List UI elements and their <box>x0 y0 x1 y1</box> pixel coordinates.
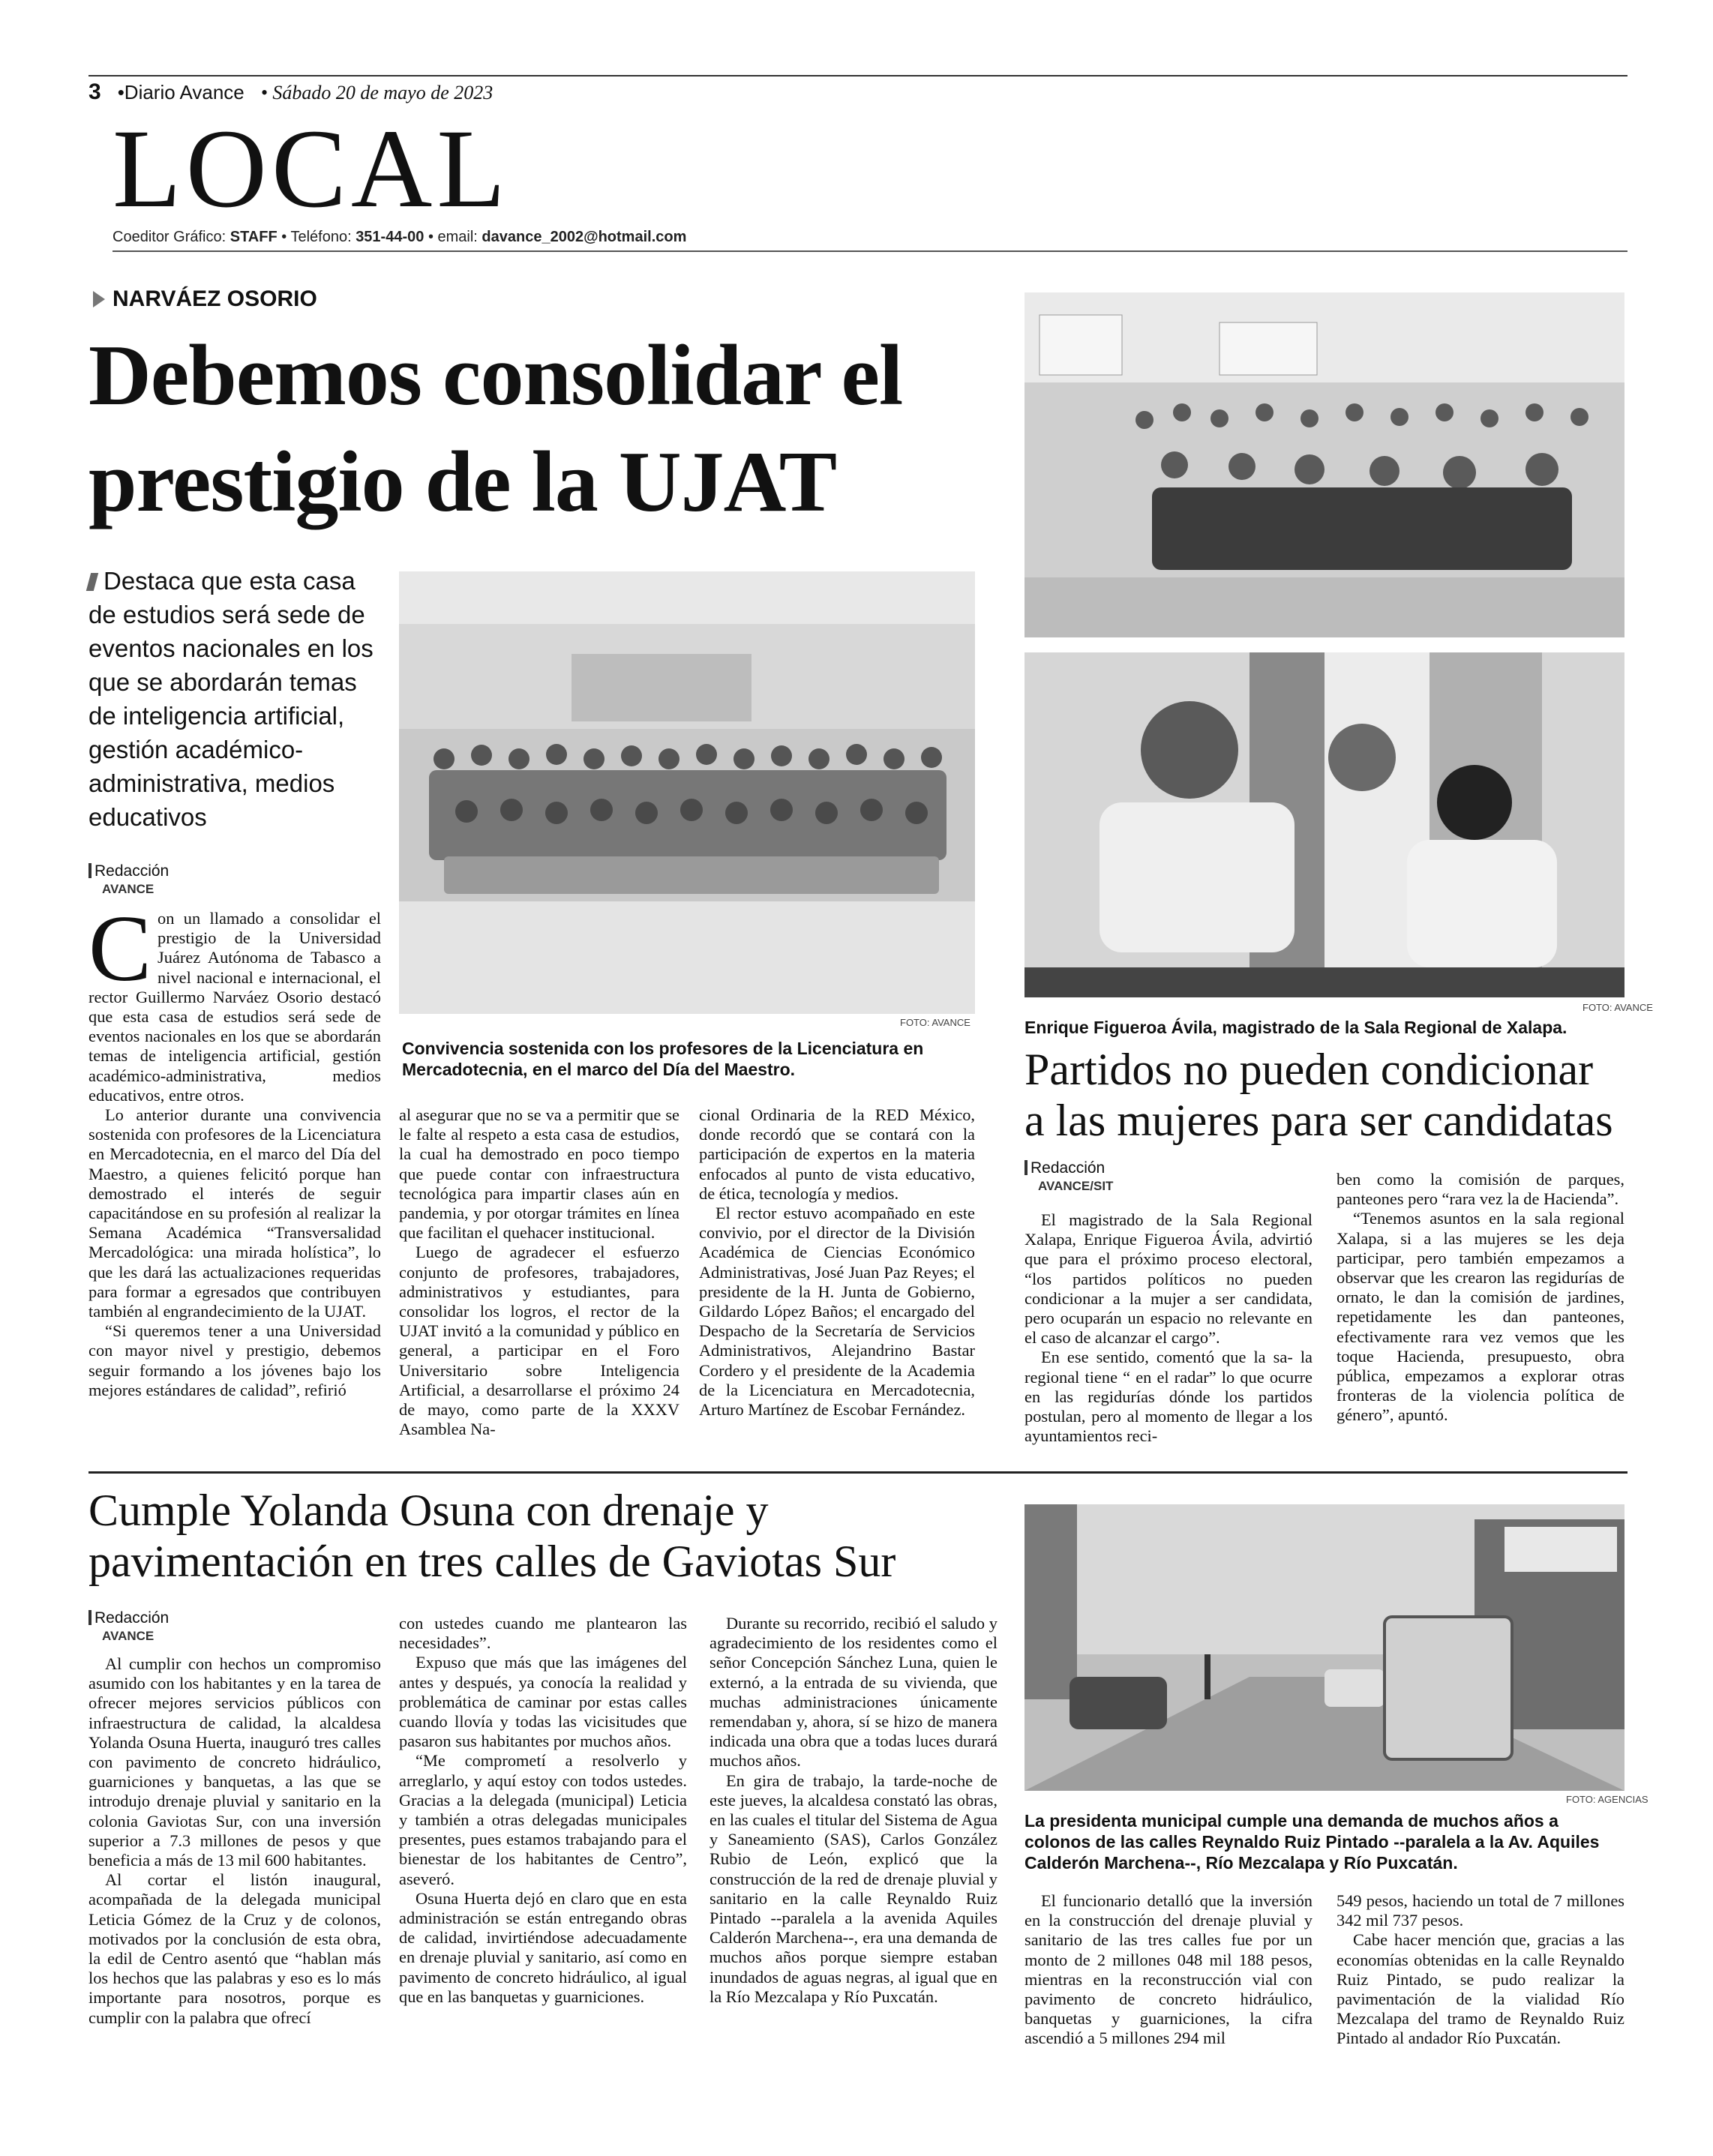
byline-bar-icon <box>1024 1160 1028 1175</box>
article3-column-5 <box>1336 1891 1624 2049</box>
article1-paragraph-4: al asegurar que no se va a permitir que se le falte al respeto a esta casa de estudios, la cual ha demostrado en poco tiempo que puede contar con infraestructura tecnológica para impartir clases aún en pandemia, y por otorgar trámites en línea que facilitan el quehacer institucional. <box>399 1105 680 1243</box>
paper-name: •Diario Avance <box>117 81 244 103</box>
kicker-arrow-icon <box>93 291 105 307</box>
article3-paragraph-2: Al cortar el listón inaugural, acompañada de la delegada municipal Leticia Gómez de la Cruz y de colonos, motivados por la conclusión de esta obra, la edil de Centro asentó que “hablan más los hechos que las palabras y eso es lo más importante para nosotros, porque es cumplir con la palabra que ofrecí <box>88 1870 381 2027</box>
article1-photo-credit: FOTO: AVANCE <box>900 1017 970 1028</box>
article3-paragraph-9: El funcionario detalló que la inversión en la construcción del drenaje pluvial y sanitario de las tres calles fue por un monto de 2 millones 048 mil 188 pesos, mientras en la reconstrucción vial con pavimento de concreto hidráulico, banquetas y guarniciones, la cifra ascendió a 5 millones 294 mil <box>1024 1891 1312 2048</box>
article2-paragraph-3: ben como la comisión de parques, panteones pero “rara vez la de Hacienda”. <box>1336 1170 1624 1209</box>
article3-caption: La presidenta municipal cumple una demanda de muchos años a colonos de las calles Reynaldo Ruiz Pintado --paralela a la Av. Aquiles Calderón Marchena--, Río Mezcalapa y Río Puxcatán. <box>1024 1811 1600 1873</box>
article3-column-4 <box>1024 1891 1312 2049</box>
article2-paragraph-1: El magistrado de la Sala Regional Xalapa, Enrique Figueroa Ávila, advirtió que para el próximo proceso electoral, “los partidos políticos no pueden condicionar a la mujer a ser candidata, pero ocuparán un espacio no relevante en el caso de alcanzar el cargo”. <box>1024 1210 1312 1348</box>
article2-column-2 <box>1336 1170 1624 1426</box>
issue-date: • Sábado 20 de mayo de 2023 <box>260 82 494 103</box>
byline-bar-icon <box>88 1610 92 1625</box>
article3-paragraph-6: Osuna Huerta dejó en claro que en esta administración se están entregando obras de calidad, invirtiéndose adecuadamente en drenaje pluvial y sanitario, así como en pavimento de concreto hidráulico, al igual que en las banquetas y guarniciones. <box>399 1888 687 2006</box>
section-title: LOCAL <box>112 106 510 231</box>
article2-photo <box>1024 652 1624 997</box>
article3-paragraph-5: “Me comprometí a resolverlo y arreglarlo, y aquí estoy con todos ustedes. Gracias a la delegada (municipal) Leticia y también a otras delegadas municipales presentes, pues estamos trabajando para el bienestar de los habitantes de Centro”, aseveró. <box>399 1751 687 1888</box>
summary-text: Destaca que esta casa de estudios será sede de eventos nacionales en los que se abordarán temas de inteligencia artificial, gestión académico-administrativa, medios educativos <box>88 567 374 831</box>
article2-paragraph-4: “Tenemos asuntos en la sala regional Xalapa, si a las mujeres se les deja participar, pero también empezamos a observar que les crearon las regidurías de ornato, le dan la comisión de jardines, repetidamente les dan panteones, efectivamente rara vez vemos que les toque Hacienda, presupuesto, obra pública, empezamos a explorar otras fronteras de la violencia política de género”, apuntó. <box>1336 1209 1624 1425</box>
article3-column-3 <box>710 1614 998 2007</box>
top-rule <box>88 75 1628 76</box>
section-divider <box>88 1471 1628 1474</box>
byline-org: AVANCE <box>102 882 154 896</box>
staff-name: STAFF <box>230 229 278 245</box>
byline-org: AVANCE <box>102 1629 154 1643</box>
article1-headline <box>88 322 988 535</box>
article1-caption: Convivencia sostenida con los profesores de la Licenciatura en Mercadotecnia, en el marco del Día del Maestro. <box>402 1039 924 1079</box>
article2-caption: Enrique Figueroa Ávila, magistrado de la Sala Regional de Xalapa. <box>1024 1018 1568 1037</box>
byline-author: Redacción <box>94 1609 170 1627</box>
staff-prefix: Coeditor Gráfico: <box>112 229 226 245</box>
phone-number: 351-44-00 <box>356 229 424 245</box>
article1-photo <box>399 571 975 1014</box>
article3-paragraph-4: Expuso que más que las imágenes del antes y después, ya conocía la realidad y problemática de caminar por estas calles cuando llovía y todas las vicisitudes que pasaron sus habitantes por muchos años. <box>399 1653 687 1751</box>
conference-photo <box>1024 292 1624 637</box>
headline-line-2: prestigio de la UJAT <box>88 434 837 530</box>
article3-paragraph-10: 549 pesos, haciendo un total de 7 millones 342 mil 737 pesos. <box>1336 1891 1624 1930</box>
article1-paragraph-7: El rector estuvo acompañado en este convivio, por el director de la División Académica de Ciencias Económico Administrativas, José Juan Paz Reyes; el presidente de la H. Junta de Gobierno, Gildardo López Baños; el encargado del Despacho de la Secretaría de Servicios Administrativos, Alejandrino Bastar Cordero y el presidente de la Academia de la Licenciatura en Mercadotecnia, Arturo Martínez de Escobar Fernández. <box>699 1204 975 1420</box>
audience-photo-icon <box>1024 292 1624 637</box>
article1-summary <box>88 564 381 834</box>
article1-column-1 <box>88 897 381 1400</box>
article3-paragraph-8: En gira de trabajo, la tarde-noche de este jueves, la alcaldesa constató las obras, en las cuales el titular del Sistema de Agua y Saneamiento (SAS), Carlos González Rubio de León, explicó que la construcción de la red de drenaje pluvial y sanitario en la calle Reynaldo Ruiz Pintado --paralela a la avenida Aquiles Calderón Marchena--, era una demanda de muchos años porque siempre estaban inundados de aguas negras, al igual que en la Río Mezcalapa y Río Puxcatán. <box>710 1771 998 2006</box>
byline-author: Redacción <box>94 862 170 880</box>
kicker-text: NARVÁEZ OSORIO <box>112 286 317 311</box>
article1-byline <box>88 862 169 898</box>
article1-kicker <box>93 286 317 312</box>
article3-paragraph-3: con ustedes cuando me plantearon las necesidades”. <box>399 1614 687 1653</box>
article3-paragraph-7: Durante su recorrido, recibió el saludo y agradecimiento de los residentes como el señor Concepción Sánchez Luna, quien le externó, a la entrada de su vivienda, que muchas administraciones únicamente remendaban y, ahora, sí se hizo de manera indicada una obra que a todas luces durará muchos años. <box>710 1614 998 1771</box>
headline-line-1: Cumple Yolanda Osuna con drenaje y <box>88 1486 769 1535</box>
article2-photo-credit: FOTO: AVANCE <box>1582 1002 1653 1013</box>
article2-byline <box>1024 1159 1113 1195</box>
group-photo-icon <box>399 571 975 1014</box>
speaker-photo-icon <box>1024 652 1624 997</box>
page-number: 3 <box>88 79 101 104</box>
article1-column-2 <box>399 1105 680 1439</box>
article3-column-1 <box>88 1654 381 2028</box>
article2-paragraph-2: En ese sentido, comentó que la sa- la regional tiene “ en el radar” lo que ocurre en las regidurías dónde los partidos postulan, pero al momento de llegar a los ayuntamientos reci- <box>1024 1348 1312 1446</box>
article3-paragraph-1: Al cumplir con hechos un compromiso asumido con los habitantes y en la tarea de ofrecer mejores servicios públicos con infraestructura de calidad, la alcaldesa Yolanda Osuna Huerta, inauguró tres calles con pavimento de concreto hidráulico, guarniciones y banquetas, a las que se introdujo drenaje pluvial y sanitario en la colonia Gaviotas Sur, con una inversión superior a 7.3 millones de pesos y que beneficia a más de 13 mil 600 habitantes. <box>88 1654 381 1870</box>
article3-column-2 <box>399 1614 687 2007</box>
article1-paragraph-2: Lo anterior durante una convivencia sostenida con profesores de la Licenciatura en Mercadotecnia, en el marco del Día del Maestro, a quienes felicitó porque han demostrado el interés de seguir capacitándose en su profesión al realizar la Semana Académica “Transversalidad Mercadológica: una mirada holística”, lo que les dará las actualizaciones requeridas para formar a egresados que contribuyen también al engrandecimiento de la UJAT. <box>88 1105 381 1321</box>
summary-mark-icon <box>86 573 98 591</box>
article1-paragraph-6: cional Ordinaria de la RED México, donde recordó que se contará con la participación de expertos en la materia enfocados al punto de vista educativo, de ética, tecnología y medios. <box>699 1105 975 1203</box>
article1-paragraph-5: Luego de agradecer el esfuerzo conjunto de profesores, trabajadores, administrativos y estudiantes, para consolidar los logros, el rector de la UJAT invitó a la comunidad y público en general, a participar en el Foro Universitario sobre Inteligencia Artificial, a desarrollarse el próximo 24 de mayo, como parte de la XXXV Asamblea Na- <box>399 1243 680 1439</box>
article1-paragraph-3: “Si queremos tener a una Universidad con mayor nivel y prestigio, debemos seguir formando a los jóvenes bajo los mejores estándares de calidad”, refirió <box>88 1321 381 1399</box>
byline-org: AVANCE/SIT <box>1038 1179 1114 1193</box>
staff-line <box>112 229 686 246</box>
headline-line-2: pavimentación en tres calles de Gaviotas Sur <box>88 1537 896 1586</box>
article3-paragraph-11: Cabe hacer mención que, gracias a las economías obtenidas en la calle Reynaldo Ruiz Pintado, se pudo realizar la pavimentación de la vialidad Río Mezcalapa del tramo de Reynaldo Ruiz Pintado al andador Río Puxcatán. <box>1336 1930 1624 2048</box>
article2-headline <box>1024 1044 1632 1146</box>
article3-photo-credit: FOTO: AGENCIAS <box>1566 1794 1648 1805</box>
folio-bar <box>88 79 509 105</box>
article3-photo <box>1024 1504 1624 1791</box>
byline-author: Redacción <box>1030 1159 1106 1177</box>
phone-prefix: • Teléfono: <box>281 229 352 245</box>
headline-line-1: Debemos consolidar el <box>88 328 903 424</box>
email-address[interactable]: davance_2002@hotmail.com <box>482 229 687 245</box>
email-prefix: • email: <box>428 229 478 245</box>
byline-bar-icon <box>88 863 92 878</box>
headline-line-1: Partidos no pueden condicionar <box>1024 1045 1594 1094</box>
article2-column-1 <box>1024 1210 1312 1446</box>
dropcap: C <box>88 897 152 1001</box>
article3-headline <box>88 1485 1011 1587</box>
article1-column-3 <box>699 1105 975 1420</box>
headline-line-2: a las mujeres para ser candidatas <box>1024 1096 1613 1145</box>
article1-paragraph-1: on un llamado a consolidar el prestigio de la Universidad Juárez Autónoma de Tabasco a nivel nacional e internacional, el rector Guillermo Narváez Osorio destacó que esta casa de estudios será sede de eventos nacionales en los que se abordarán temas de inteligencia artificial, gestión académico-administrativa, medios educativos, entre otros. <box>88 909 381 1105</box>
street-photo-icon <box>1024 1504 1624 1791</box>
article3-byline <box>88 1609 169 1645</box>
header-rule <box>112 250 1628 252</box>
